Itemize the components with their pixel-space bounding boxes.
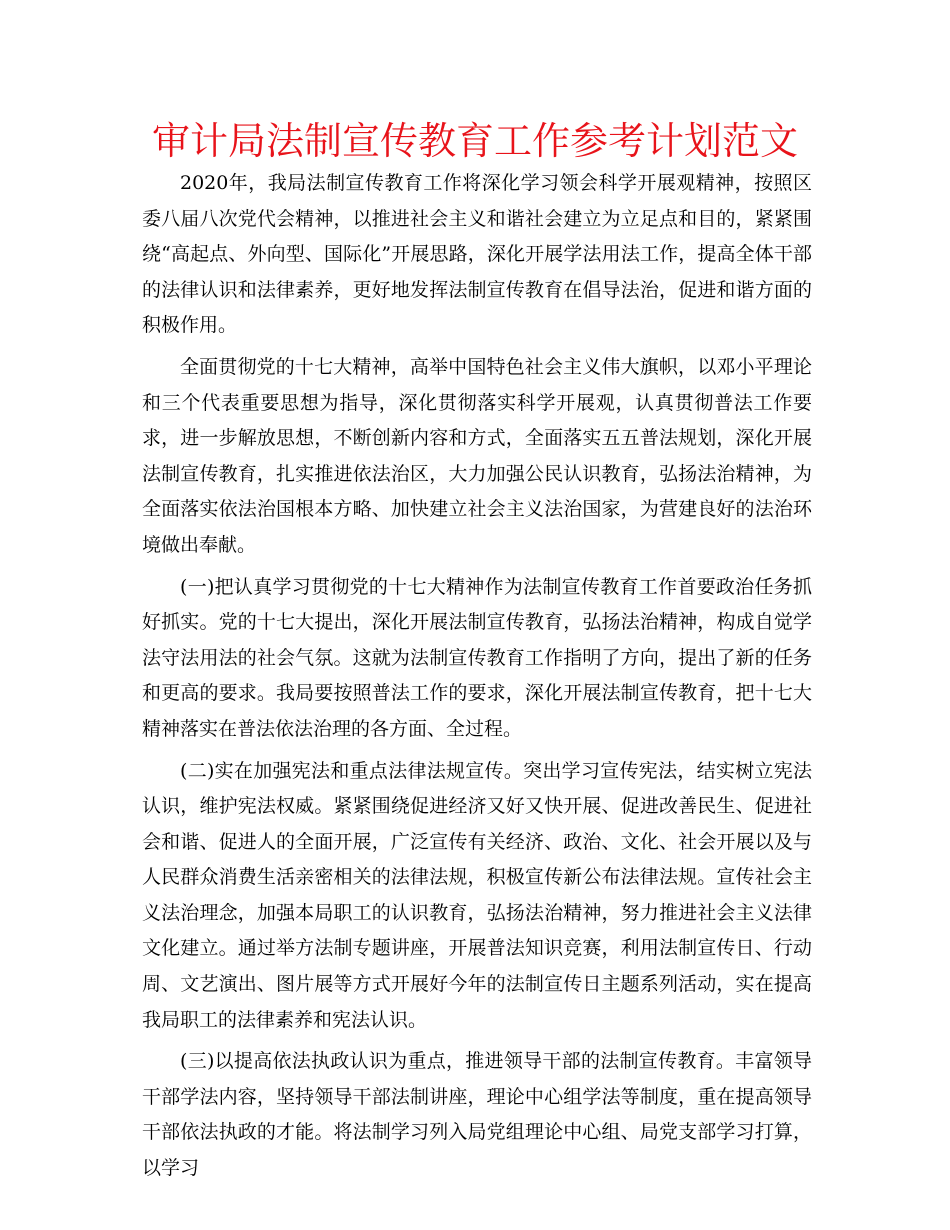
paragraph-item-2: (二)实在加强宪法和重点法律法规宣传。突出学习宣传宪法，结实树立宪法认识，维护宪法权威。紧紧围绕促进经济又好又快开展、促进改善民生、促进社会和谐、促进人的全面开展，广泛宣传有关经济、政治、文化、社会开展以及与人民群众消费生活亲密相关的法律法规，积极宣传新公布法律法规。宣传社会主义法治理念，加强本局职工的认识教育，弘扬法治精神，努力推进社会主义法律文化建立。通过举方法制专题讲座，开展普法知识竞赛，利用法制宣传日、行动周、文艺演出、图片展等方式开展好今年的法制宣传日主题系列活动，实在提高我局职工的法律素养和宪法认识。	[142, 759, 812, 1031]
paragraph-item-3: (三)以提高依法执政认识为重点，推进领导干部的法制宣传教育。丰富领导干部学法内容，坚持领导干部法制讲座，理论中心组学法等制度，重在提高领导干部依法执政的才能。将法制学习列入局党组理论中心组、局党支部学习打算，以学习	[142, 1050, 812, 1180]
paragraph-item-1: (一)把认真学习贯彻党的十七大精神作为法制宣传教育工作首要政治任务抓好抓实。党的十七大提出，深化开展法制宣传教育，弘扬法治精神，构成自觉学法守法用法的社会气氛。这就为法制宣传教育工作指明了方向，提出了新的任务和更高的要求。我局要按照普法工作的要求，深化开展法制宣传教育，把十七大精神落实在普法依法治理的各方面、全过程。	[142, 575, 812, 740]
paragraph-guiding-principle: 全面贯彻党的十七大精神，高举中国特色社会主义伟大旗帜，以邓小平理论和三个代表重要思想为指导，深化贯彻落实科学开展观，认真贯彻普法工作要求，进一步解放思想，不断创新内容和方式，全面落实五五普法规划，深化开展法制宣传教育，扎实推进依法治区，大力加强公民认识教育，弘扬法治精神，为全面落实依法治国根本方略、加快建立社会主义法治国家，为营建良好的法治环境做出奉献。	[142, 355, 812, 556]
document-title: 审计局法制宣传教育工作参考计划范文	[151, 119, 798, 163]
document-body	[142, 166, 812, 1193]
paragraph-intro: 2020年，我局法制宣传教育工作将深化学习领会科学开展观精神，按照区委八届八次党代会精神，以推进社会主义和谐社会建立为立足点和目的，紧紧围绕“高起点、外向型、国际化”开展思路，深化开展学法用法工作，提高全体干部的法律认识和法律素养，更好地发挥法制宣传教育在倡导法治，促进和谐方面的积极作用。	[142, 172, 812, 337]
